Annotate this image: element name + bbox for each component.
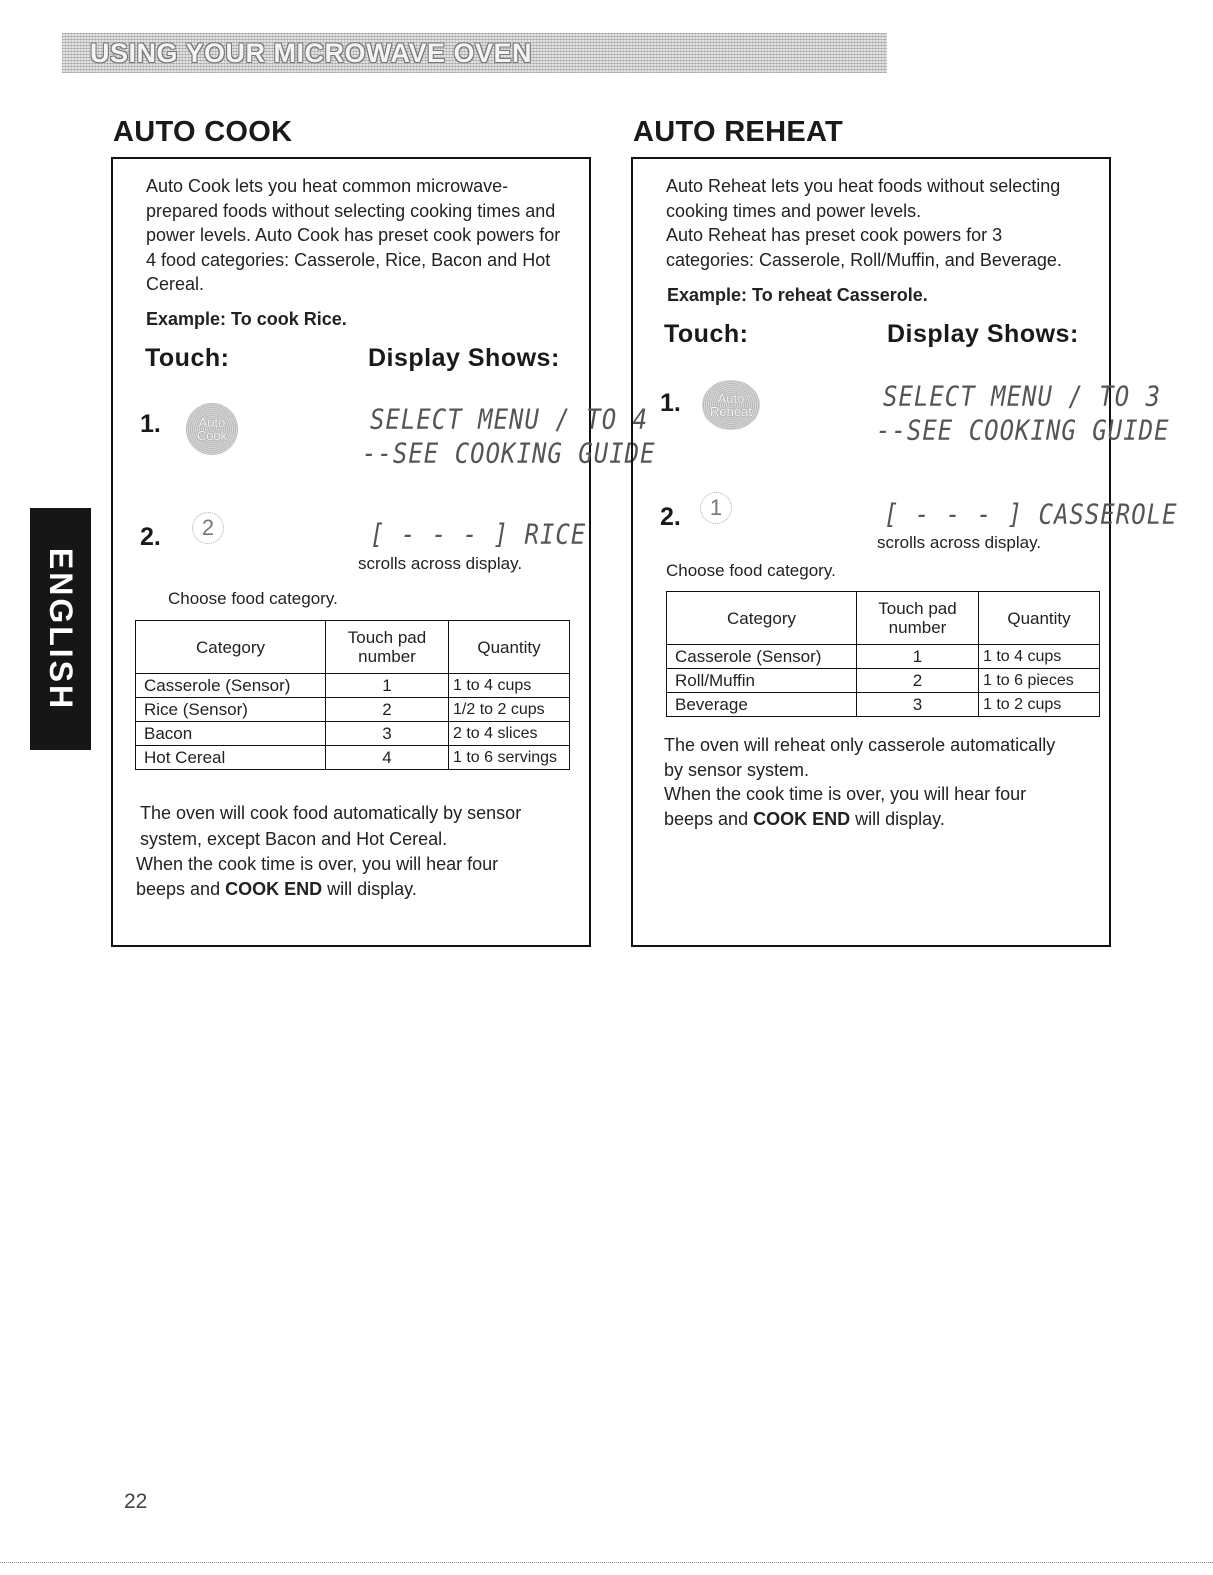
outro-line: The oven will cook food automatically by sensor [140, 803, 522, 823]
intro-line: categories: Casserole, Roll/Muffin, and Beverage. [666, 249, 1062, 270]
table-row [667, 669, 1100, 693]
auto-reheat-step1-number: 1. [660, 389, 681, 417]
cell-quantity: 1/2 to 2 cups [449, 698, 570, 722]
button-icon-label: Auto [198, 415, 226, 430]
auto-cook-display-line2: --SEE COOKING GUIDE [362, 437, 656, 470]
cell-quantity: 1 to 2 cups [979, 693, 1100, 717]
auto-reheat-scroll-note: scrolls across display. [877, 533, 1042, 552]
header-touch-pad-line: Touch pad [347, 628, 427, 647]
auto-reheat-touch-heading: Touch: [664, 320, 749, 348]
cell-category: Casserole (Sensor) [136, 674, 326, 698]
table-header-row [667, 592, 1100, 645]
cook-end-label: COOK END [753, 808, 851, 829]
table-row [136, 722, 570, 746]
number-1-key-icon: 1 [700, 492, 732, 524]
table-header-row [136, 621, 570, 674]
auto-cook-step2-number: 2. [140, 523, 161, 551]
cell-category: Casserole (Sensor) [667, 645, 857, 669]
intro-line: prepared foods without selecting cooking times and [146, 200, 556, 221]
auto-cook-title: AUTO COOK [113, 116, 293, 148]
number-2-key-icon: 2 [192, 512, 224, 544]
header-touch-pad [857, 592, 979, 645]
header-touch-pad-line: number [888, 618, 947, 637]
table-row [136, 698, 570, 722]
auto-cook-step1-number: 1. [140, 410, 161, 438]
table-row [136, 674, 570, 698]
intro-line: Auto Reheat lets you heat foods without selecting [666, 176, 1061, 196]
auto-reheat-step2-display: [ - - - ] CASSEROLE [884, 498, 1178, 531]
table-row [667, 645, 1100, 669]
cell-quantity: 1 to 6 pieces [979, 669, 1100, 693]
auto-reheat-display-line2: --SEE COOKING GUIDE [876, 414, 1170, 447]
auto-reheat-display-heading: Display Shows: [887, 320, 1079, 348]
auto-reheat-category-table [666, 591, 1100, 717]
cell-category: Rice (Sensor) [136, 698, 326, 722]
auto-cook-category-table [135, 620, 570, 770]
cell-touch-pad: 4 [326, 746, 449, 770]
auto-reheat-display-line1: SELECT MENU / TO 3 [883, 380, 1162, 413]
auto-cook-scroll-note: scrolls across display. [358, 554, 523, 573]
cell-quantity: 2 to 4 slices [449, 722, 570, 746]
auto-cook-end-note [136, 852, 498, 901]
end-note-line: When the cook time is over, you will hear four [136, 854, 499, 874]
auto-cook-choose-text: Choose food category. [168, 589, 338, 608]
cell-quantity: 1 to 6 servings [449, 746, 570, 770]
table-row [136, 746, 570, 770]
auto-cook-intro [146, 174, 560, 297]
header-touch-pad-line: Touch pad [878, 599, 957, 618]
header-touch-pad [326, 621, 449, 674]
auto-reheat-choose-text: Choose food category. [666, 561, 836, 580]
header-quantity: Quantity [979, 592, 1100, 645]
outro-line: by sensor system. [664, 759, 810, 780]
cell-quantity: 1 to 4 cups [449, 674, 570, 698]
cell-touch-pad: 1 [857, 645, 979, 669]
outro-line: The oven will reheat only casserole automatically [664, 735, 1056, 755]
language-side-tab-label: ENGLISH [43, 547, 80, 711]
auto-cook-step2-display: [ - - - ] RICE [370, 518, 587, 551]
cell-touch-pad: 2 [857, 669, 979, 693]
auto-cook-outro [140, 800, 521, 852]
cell-touch-pad: 3 [326, 722, 449, 746]
header-title: USING YOUR MICROWAVE OVEN [90, 38, 533, 68]
cell-touch-pad: 1 [326, 674, 449, 698]
auto-reheat-outro [664, 733, 1055, 831]
outro-line: system, except Bacon and Hot Cereal. [140, 829, 448, 849]
header-category: Category [136, 621, 326, 674]
auto-reheat-step2-number: 2. [660, 503, 681, 531]
cell-touch-pad: 3 [857, 693, 979, 717]
intro-line: Auto Reheat has preset cook powers for 3 [666, 225, 1003, 245]
intro-line: Cereal. [146, 274, 205, 294]
intro-line: 4 food categories: Casserole, Rice, Bacon and Hot [146, 249, 551, 270]
auto-reheat-example: Example: To reheat Casserole. [667, 285, 928, 305]
auto-cook-display-line1: SELECT MENU / TO 4 [370, 403, 649, 436]
end-note-line: beeps and COOK END will display. [136, 878, 417, 899]
intro-line: Auto Cook lets you heat common microwave- [146, 176, 509, 196]
auto-cook-display-heading: Display Shows: [368, 344, 560, 372]
page-number: 22 [124, 1490, 148, 1513]
auto-cook-button-icon [186, 403, 238, 455]
auto-cook-touch-heading: Touch: [145, 344, 230, 372]
header-category: Category [667, 592, 857, 645]
cell-category: Bacon [136, 722, 326, 746]
auto-reheat-button-icon [702, 380, 760, 430]
intro-line: power levels. Auto Cook has preset cook powers for [146, 225, 561, 245]
table-row [667, 693, 1100, 717]
button-icon-label: Auto [717, 391, 745, 406]
button-icon-label: Cook [196, 428, 228, 443]
cell-category: Beverage [667, 693, 857, 717]
bottom-rule [0, 1562, 1213, 1563]
cook-end-label: COOK END [225, 878, 323, 899]
cell-touch-pad: 2 [326, 698, 449, 722]
auto-reheat-title: AUTO REHEAT [633, 116, 844, 148]
cell-quantity: 1 to 4 cups [979, 645, 1100, 669]
cell-category: Hot Cereal [136, 746, 326, 770]
intro-line: cooking times and power levels. [666, 200, 922, 221]
end-note-line: beeps and COOK END will display. [664, 808, 945, 829]
auto-reheat-intro [666, 174, 1062, 272]
auto-cook-example: Example: To cook Rice. [146, 309, 347, 329]
button-icon-label: Reheat [710, 404, 752, 419]
cell-category: Roll/Muffin [667, 669, 857, 693]
header-quantity: Quantity [449, 621, 570, 674]
end-note-line: When the cook time is over, you will hear four [664, 784, 1027, 804]
header-touch-pad-line: number [358, 647, 416, 666]
language-side-tab [30, 508, 91, 750]
